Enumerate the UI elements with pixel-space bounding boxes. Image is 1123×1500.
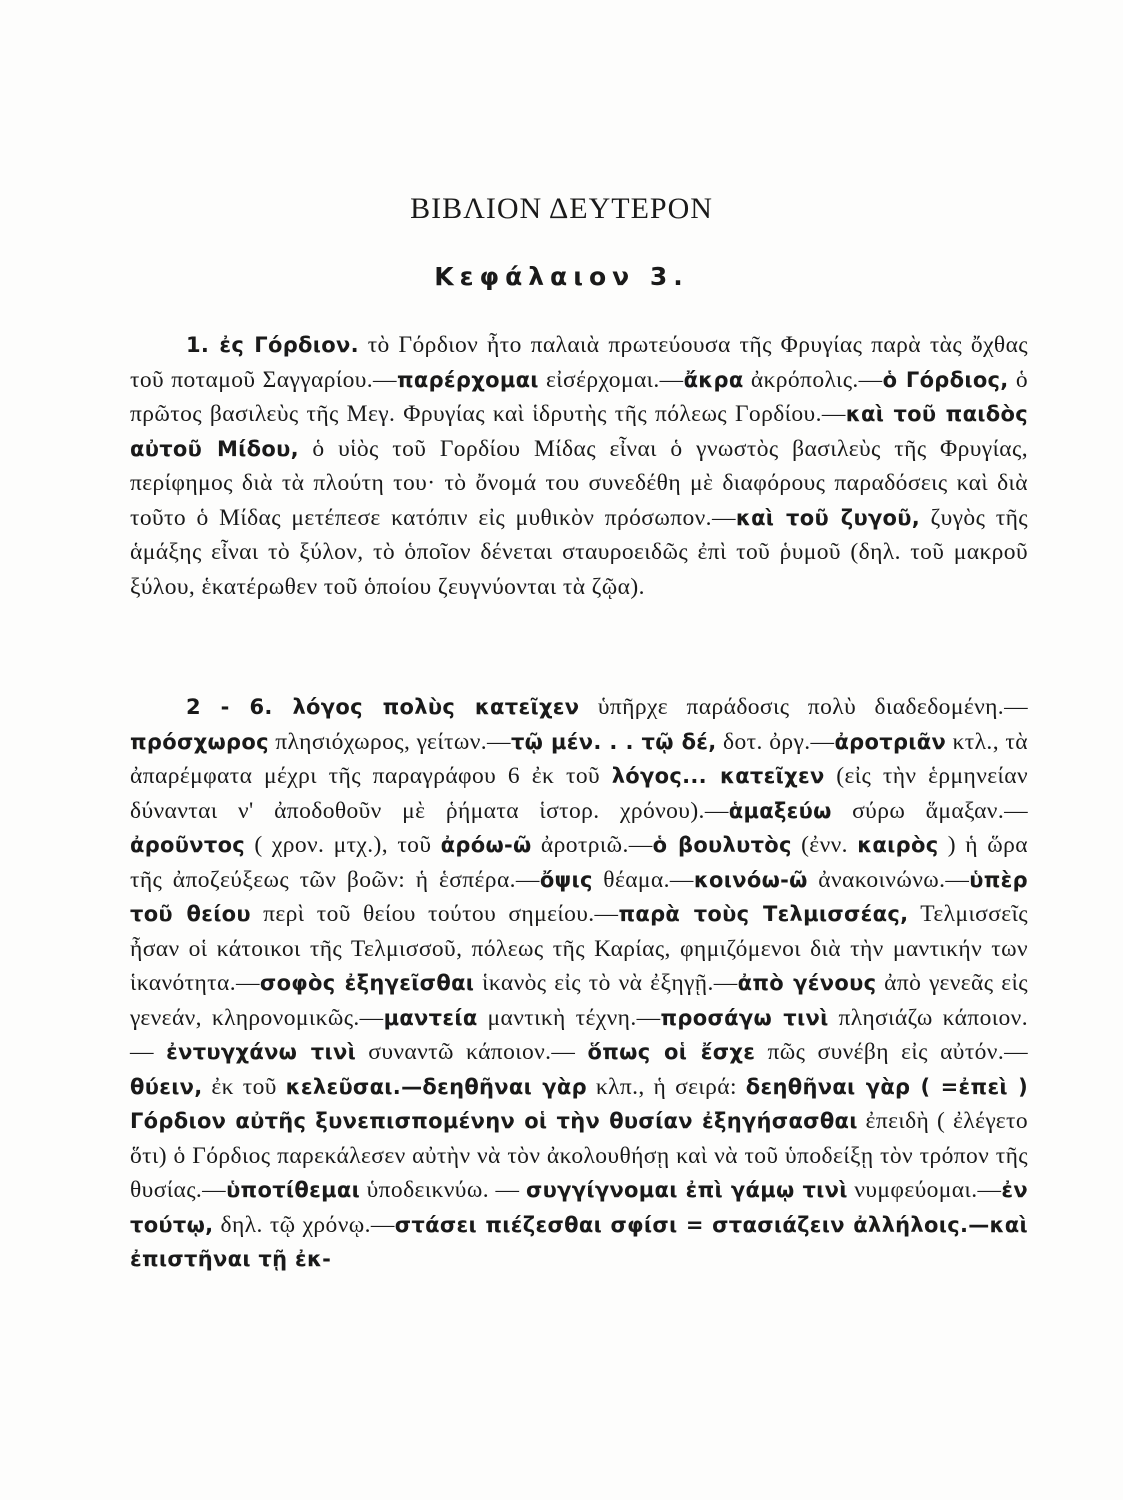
- gloss-text: κλπ., ἡ σειρά:: [586, 1073, 746, 1100]
- gloss-text: ὁ πρῶτος βασιλεὺς τῆς Μεγ. Φρυγίας καὶ ἱδρυτὴς τῆς πόλεως Γορδίου.—: [130, 366, 1028, 427]
- gloss-text: ἐπειδὴ ( ἐλέγετο ὅτι) ὁ Γόρδιος παρεκάλεσεν αὐτὴν νὰ τὸν ἀκολουθήσῃ καὶ νὰ τοῦ ὑποδείξῃ τὸν τρόπον τῆς θυσίας.—: [130, 1108, 1029, 1203]
- bold-lemma: ἀρόω-ῶ: [440, 833, 532, 857]
- bold-lemma: στάσει πιέζεσθαι σφίσι = στασιάζειν ἀλλήλοις.—καὶ ἐπιστῆναι τῇ ἐκ-: [130, 1212, 1028, 1271]
- gloss-text: ἐκ τοῦ: [202, 1073, 286, 1100]
- bold-lemma: ἐν τούτῳ,: [130, 1178, 1028, 1237]
- gloss-text: σύρω ἅμαξαν.—: [831, 797, 1028, 824]
- bold-lemma: ὑποτίθεμαι: [226, 1178, 361, 1202]
- gloss-text: ) ἡ ὥρα τῆς ἀποζεύξεως τῶν βοῶν: ἡ ἑσπέρα.—: [130, 832, 1028, 893]
- gloss-text: ὑποδεικνύω. —: [360, 1177, 527, 1203]
- bold-lemma: τῷ μέν. . . τῷ δέ,: [510, 729, 717, 754]
- gloss-text: (ἐνν.: [791, 832, 858, 858]
- bold-lemma: καιρὸς: [857, 833, 939, 857]
- gloss-text: περὶ τοῦ θείου τούτου σημείου.—: [250, 901, 619, 927]
- gloss-text: δηλ. τῷ χρόνῳ.—: [213, 1211, 395, 1238]
- bold-lemma: ἐντυγχάνω τινὶ: [166, 1040, 357, 1064]
- bold-lemma: ἀπὸ γένους: [737, 971, 877, 995]
- gloss-text: ἱκανὸς εἰς τὸ νὰ ἐξηγῇ.—: [474, 970, 738, 996]
- bold-lemma: 2 - 6. λόγος πολὺς κατεῖχεν: [186, 695, 580, 719]
- bold-lemma: ὑπὲρ τοῦ θείου: [130, 867, 1028, 926]
- gloss-text: Τελμισσεῖς ἦσαν οἱ κάτοικοι τῆς Τελμισσοῦ, πόλεως τῆς Καρίας, φημιζόμενοι διὰ τὴν μαντικήν των ἱκανότητα.—: [130, 901, 1028, 996]
- bold-lemma: συγγίγνομαι ἐπὶ γάμῳ τινὶ: [526, 1178, 848, 1202]
- bold-lemma: ὅπως οἱ ἔσχε: [587, 1040, 756, 1064]
- gloss-text: (εἰς τὴν ἑρμηνείαν δύνανται ν' ἀποδοθοῦν μὲ ῥήματα ἱστορ. χρόνου).—: [130, 763, 1028, 824]
- bold-lemma: καὶ τοῦ παιδὸς αὐτοῦ Μίδου,: [130, 402, 1028, 461]
- commentary-section-1: [130, 328, 1028, 604]
- gloss-text: ζυγὸς τῆς ἁμάξης εἶναι τὸ ξύλον, τὸ ὁποῖον δένεται σταυροειδῶς ἐπὶ τοῦ ῥυμοῦ (δηλ. τοῦ μακροῦ ξύλου, ἑκατέρωθεν τοῦ ὁποίου ζευγνύονται τὰ ζῷα).: [130, 504, 1028, 600]
- gloss-text: εἰσέρχομαι.—: [538, 366, 684, 393]
- bold-lemma: 1. ἐς Γόρδιον.: [186, 333, 359, 357]
- gloss-text: συναντῶ κάποιον.—: [356, 1039, 588, 1065]
- gloss-text: πῶς συνέβη εἰς αὐτόν.—: [755, 1039, 1029, 1065]
- gloss-text: μαντικὴ τέχνη.—: [477, 1004, 661, 1031]
- bold-lemma: ἀροτριᾶν: [834, 729, 947, 754]
- bold-lemma: ὁ Γόρδιος,: [882, 367, 1009, 392]
- bold-lemma: κοινόω-ῶ: [693, 867, 808, 892]
- gloss-text: ἀνακοινώνω.—: [807, 866, 970, 893]
- bold-lemma: ἄκρα: [683, 367, 744, 392]
- bold-lemma: προσάγω τινὶ: [660, 1005, 829, 1030]
- bold-lemma: παρέρχομαι: [396, 367, 539, 392]
- bold-lemma: δεηθῆναι γὰρ ( =ἐπεὶ ) Γόρδιον αὐτῆς ξυνεπισπομένην οἱ τὴν θυσίαν ἐξηγήσασθαι: [130, 1074, 1028, 1133]
- bold-lemma: ὄψις: [539, 867, 593, 892]
- bold-lemma: καὶ τοῦ ζυγοῦ,: [735, 505, 921, 530]
- bold-lemma: παρὰ τοὺς Τελμισσέας,: [618, 902, 909, 926]
- commentary-section-2: [130, 690, 1028, 1277]
- bold-lemma: μαντεία: [383, 1005, 478, 1030]
- gloss-text: ὑπῆρχε παράδοσις πολὺ διαδεδομένη.—: [579, 694, 1028, 720]
- gloss-text: κτλ., τὰ ἀπαρέμφατα μέχρι τῆς παραγράφου 6 ἐκ τοῦ: [130, 728, 1028, 789]
- gloss-text: δοτ. ὀργ.—: [716, 728, 835, 755]
- gloss-text: ἀπὸ γενεᾶς εἰς γενεάν, κληρονομικῶς.—: [130, 970, 1028, 1031]
- gloss-text: ὁ υἱὸς τοῦ Γορδίου Μίδας εἶναι ὁ γνωστὸς βασιλεὺς τῆς Φρυγίας, περίφημος διὰ τὰ πλούτη του· τὸ ὄνομά του συνεδέθη μὲ διαφόρους παραδόσεις καὶ διὰ τοῦτο ὁ Μίδας μετέπεσε κατόπιν εἰς μυθικὸν πρόσωπον.—: [130, 435, 1028, 531]
- bold-lemma: πρόσχωρος: [130, 729, 269, 754]
- book-title: ΒΙΒΛΙΟΝ ΔΕΥΤΕΡΟΝ: [410, 192, 713, 225]
- chapter-title: Κεφάλαιον 3.: [434, 262, 689, 291]
- gloss-text: πλησιόχωρος, γείτων.—: [268, 728, 511, 755]
- bold-lemma: ἁμαξεύω: [728, 798, 832, 823]
- bold-lemma: κελεῦσαι.—δεηθῆναι γὰρ: [285, 1074, 587, 1099]
- gloss-text: θέαμα.—: [592, 866, 694, 893]
- bold-lemma: λόγος... κατεῖχεν: [611, 764, 825, 788]
- gloss-text: ἀκρόπολις.—: [743, 366, 883, 393]
- gloss-text: ( χρον. μτχ.), τοῦ: [245, 832, 441, 858]
- gloss-text: ἀροτριῶ.—: [531, 832, 653, 858]
- gloss-text: τὸ Γόρδιον ἦτο παλαιὰ πρωτεύουσα τῆς Φρυγίας παρὰ τὰς ὄχθας τοῦ ποταμοῦ Σαγγαρίου.—: [130, 332, 1028, 393]
- gloss-text: πλησιάζω κάποιον.—: [130, 1004, 1028, 1065]
- bold-lemma: ἀροῦντος: [130, 833, 246, 857]
- bold-lemma: ὁ βουλυτὸς: [652, 833, 792, 857]
- bold-lemma: θύειν,: [130, 1074, 203, 1099]
- gloss-text: νυμφεύομαι.—: [847, 1177, 1002, 1203]
- bold-lemma: σοφὸς ἐξηγεῖσθαι: [259, 971, 475, 995]
